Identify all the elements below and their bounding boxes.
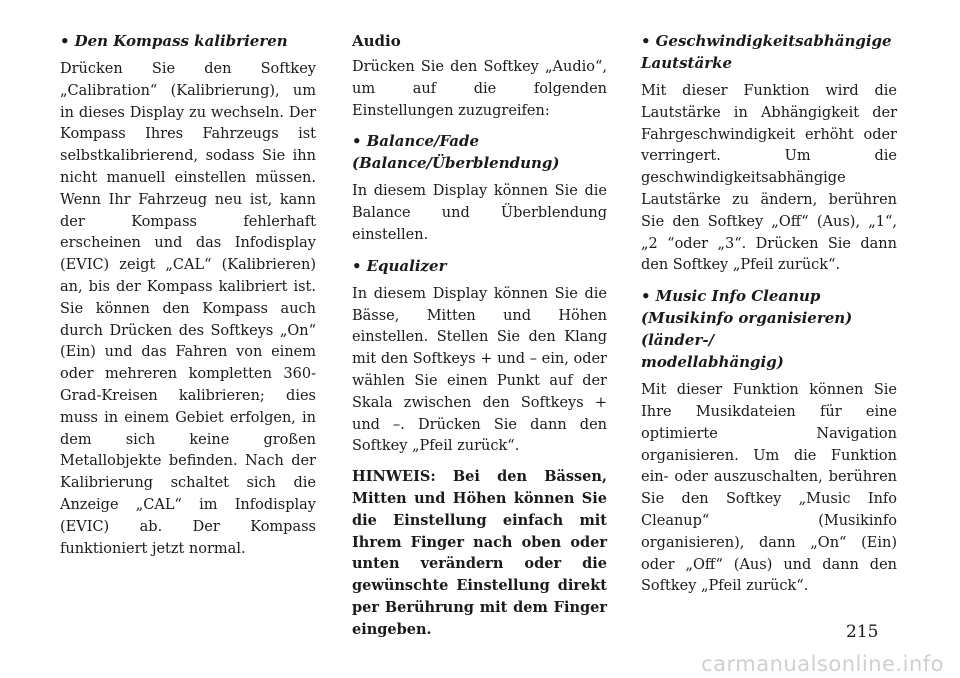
audio-section-title: Audio bbox=[352, 32, 401, 50]
equalizer-text: In diesem Display können Sie die Bässe, Mitten und Höhen einstellen. Stellen Sie den Klang mit den Softkeys + und – ein, oder wählen Sie einen Punkt auf der Skala zwischen den Softkeys + und –. Drücken Sie dann den Softkey „Pfeil zurück“. bbox=[352, 285, 607, 455]
balance-fade-heading: • Balance/Fade (Balance/Überblendung) bbox=[352, 132, 560, 173]
compass-calibrate-heading: • Den Kompass kalibrieren bbox=[60, 32, 288, 50]
page-number: 215 bbox=[846, 622, 879, 642]
compass-calibrate-text: Drücken Sie den Softkey „Calibration“ (Kalibrierung), um in dieses Display zu wechseln. Der Kompass Ihres Fahrzeugs ist selbstkalibrierend, sodass Sie ihn nicht manuell einstellen müssen. Wenn Ihr Fahrzeug neu ist, kann der Kompass fehlerhaft erscheinen und das Infodisplay (EVIC) zeigt „CAL“ (Kalibrieren) an, bis der Kompass kalibriert ist. Sie können den Kompass auch durch Drücken des Softkeys „On“ (Ein) und das Fahren von einem oder mehreren kompletten 360-Grad-Kreisen kalibrieren; dies muss in einem Gebiet erfolgen, in dem sich keine großen Metallobjekte befinden. Nach der Kalibrierung schaltet sich die Anzeige „CAL“ im Infodisplay (EVIC) ab. Der Kompass funktioniert jetzt normal. bbox=[60, 61, 316, 557]
bullet-icon: • bbox=[352, 256, 362, 275]
music-info-heading: • Music Info Cleanup (Musikinfo organisieren) (länder-/ modellabhängig) bbox=[641, 287, 853, 372]
column-middle bbox=[352, 30, 607, 641]
audio-intro-text: Drücken Sie den Softkey „Audio“, um auf die folgenden Einstellungen zuzugreifen: bbox=[352, 59, 607, 119]
speed-volume-heading: • Geschwindigkeitsabhängige Lautstärke bbox=[641, 32, 892, 72]
speed-volume-text: Mit dieser Funktion wird die Lautstärke in Abhängigkeit der Fahrgeschwindigkeit erhöht oder verringert. Um die geschwindigkeitsabhängige Lautstärke zu ändern, berühren Sie den Softkey „Off“ (Aus), „1“, „2 “oder „3“. Drücken Sie dann den Softkey „Pfeil zurück“. bbox=[641, 83, 897, 274]
column-left bbox=[60, 30, 316, 568]
note-text: HINWEIS: Bei den Bässen, Mitten und Höhen können Sie die Einstellung einfach mit Ihrem Finger nach oben oder unten verändern oder die gewünschte Einstellung direkt per Berührung mit dem Finger eingeben. bbox=[352, 468, 607, 638]
bullet-icon: • bbox=[352, 132, 362, 151]
column-right bbox=[641, 30, 897, 606]
bullet-icon: • bbox=[60, 32, 70, 50]
equalizer-heading: • Equalizer bbox=[352, 256, 447, 275]
bullet-icon: • bbox=[641, 32, 651, 50]
music-info-text: Mit dieser Funktion können Sie Ihre Musikdateien für eine optimierte Navigation organisieren. Um die Funktion ein- oder auszuschalten, berühren Sie den Softkey „Music Info Cleanup“ (Musikinfo organisieren), dann „On“ (Ein) oder „Off“ (Aus) und dann den Softkey „Pfeil zurück“. bbox=[641, 382, 897, 595]
balance-fade-text: In diesem Display können Sie die Balance und Überblendung einstellen. bbox=[352, 183, 607, 243]
watermark: carmanualsonline.info bbox=[701, 652, 944, 676]
bullet-icon: • bbox=[641, 287, 651, 306]
